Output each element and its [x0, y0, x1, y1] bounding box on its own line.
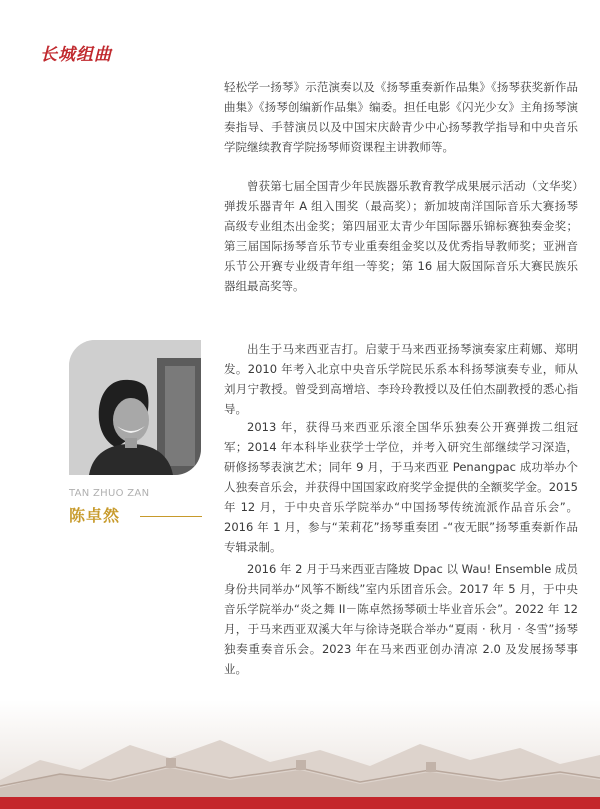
performer-bio-paragraph-3: 2016 年 2 月于马来西亚吉隆坡 Dpac 以 Wau! Ensemble 成员身份共同举办“风筝不断线”室内乐团音乐会。2017 年 5 月，于中央音乐学院举办“炎之舞 II－陈卓然扬琴硕士毕业音乐会”。2022 年 12 月，于马来西亚双溪大年与徐诗尧联合举办“夏雨 · 秋月 · 冬雪”扬琴独奏重奏音乐会。2023 年在马来西亚创办清凉 2.0 及发展扬琴事业。 [224, 562, 578, 676]
performer-name-cn: 陈卓然 [69, 506, 121, 525]
bio-paragraph-2: 曾获第七届全国青少年民族器乐教育教学成果展示活动（文华奖）弹拨乐器青年 A 组入围奖（最高奖）；新加坡南洋国际音乐大赛扬琴高级专业组杰出金奖；第四届亚太青少年国际器乐锦标赛独奏金奖；第三届国际扬琴音乐节专业重奏组金奖以及优秀指导教师奖；亚洲音乐节公开赛专业级青年组一等奖；第 16 届大阪国际音乐大赛民族乐器组最高奖等。 [224, 179, 578, 293]
performer-bio-paragraph-1: 出生于马来西亚吉打。启蒙于马来西亚扬琴演奏家庄莉娜、郑明发。2010 年考入北京中央音乐学院民乐系本科扬琴演奏专业，师从刘月宁教授。曾受到高增培、李玲玲教授以及任伯杰副教授的悉心指导。 [224, 342, 578, 416]
caption-divider [140, 516, 202, 517]
brand-title: 长城组曲 [40, 45, 112, 65]
performer-name-en: TAN ZHUO ZAN [69, 488, 150, 499]
performer-photo [69, 340, 201, 475]
performer-bio-paragraph-2: 2013 年，获得马来西亚乐滚全国华乐独奏公开赛弹拨二组冠军；2014 年本科毕业获学士学位，并考入研究生部继续学习深造，研修扬琴表演艺术；同年 9 月，于马来西亚 Penangpac 成功举办个人独奏音乐会，并获得中国国家政府奖学金提供的全额奖学金。2015 年 12 月，于中央音乐学院举办“中国扬琴传统流派作品音乐会”。2016 年 1 月，参与“茉莉花”扬琴重奏团 -“夜无眠”扬琴重奏新作品专辑录制。 [224, 420, 578, 554]
bio-paragraph-1: 轻松学一扬琴》示范演奏以及《扬琴重奏新作品集》《扬琴获奖新作品曲集》《扬琴创编新作品集》编委。担任电影《闪光少女》主角扬琴演奏指导、手替演员以及中国宋庆龄青少中心扬琴教学指导和中央音乐学院继续教育学院扬琴师资课程主讲教师等。 [224, 80, 578, 154]
footer-bar [0, 797, 600, 809]
great-wall-illustration [0, 700, 600, 797]
